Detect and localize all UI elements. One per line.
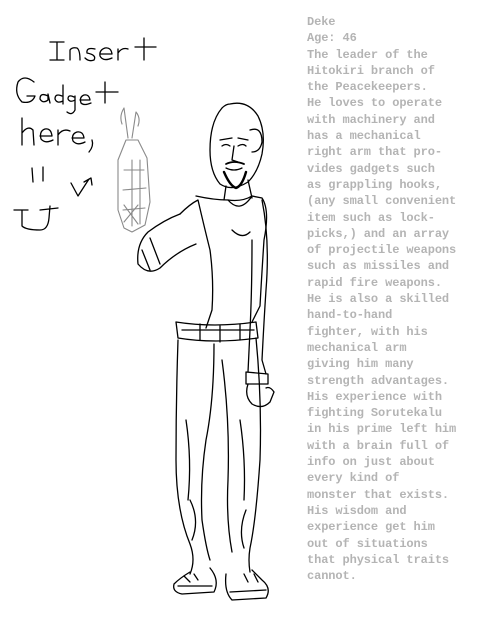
character-head bbox=[210, 103, 263, 200]
character-name: Deke bbox=[307, 15, 336, 29]
bio-line: (any small convenient bbox=[307, 194, 457, 209]
bio-line: His wisdom and bbox=[307, 503, 407, 518]
bio-line: experience get him bbox=[307, 520, 435, 535]
character-torso bbox=[180, 196, 267, 328]
bio-line: vides gadgets such bbox=[307, 161, 435, 176]
character-age: Age: 46 bbox=[307, 31, 357, 46]
bio-line: His experience with bbox=[307, 389, 442, 404]
bio-line: giving him many bbox=[307, 357, 414, 372]
bio-line: the Peacekeepers. bbox=[307, 80, 428, 95]
bio-line: mechanical arm bbox=[307, 340, 407, 355]
bio-line: He loves to operate bbox=[307, 96, 442, 111]
character-pants bbox=[176, 338, 261, 574]
bio-line: every kind of bbox=[307, 471, 400, 486]
bio-line: in his prime left him bbox=[307, 422, 457, 437]
bio-line: with a brain full of bbox=[307, 438, 450, 453]
bio-line: Hitokiri branch of bbox=[307, 63, 435, 78]
bio-line: with machinery and bbox=[307, 112, 435, 127]
bio-line: right arm that pro- bbox=[307, 145, 442, 160]
handwritten-note bbox=[14, 38, 156, 230]
bio-line: info on just about bbox=[307, 455, 435, 470]
bio-line: The leader of the bbox=[307, 47, 428, 62]
bio-line: such as missiles and bbox=[307, 259, 450, 274]
bio-line: picks,) and an array bbox=[307, 226, 450, 241]
bio-line: of projectile weapons bbox=[307, 243, 457, 258]
bio-line: cannot. bbox=[307, 569, 357, 584]
character-bio bbox=[307, 14, 477, 584]
character-arm-raised bbox=[138, 214, 196, 271]
bio-line: item such as lock- bbox=[307, 210, 435, 225]
bio-line: strength advantages. bbox=[307, 373, 450, 388]
character-shoes bbox=[174, 568, 269, 600]
bio-line: fighter, with his bbox=[307, 324, 428, 339]
bio-line: that physical traits bbox=[307, 552, 450, 567]
bio-line: rapid fire weapons. bbox=[307, 275, 442, 290]
bio-line: hand-to-hand bbox=[307, 308, 393, 323]
bio-line: He is also a skilled bbox=[307, 292, 450, 307]
mechanical-gadget bbox=[118, 108, 150, 232]
bio-line: has a mechanical bbox=[307, 129, 421, 144]
bio-line: out of situations bbox=[307, 536, 428, 551]
character-belt bbox=[176, 322, 258, 342]
bio-line: fighting Sorutekalu bbox=[307, 406, 442, 421]
bio-line: monster that exists. bbox=[307, 487, 450, 502]
bio-line: as grappling hooks, bbox=[307, 177, 442, 192]
